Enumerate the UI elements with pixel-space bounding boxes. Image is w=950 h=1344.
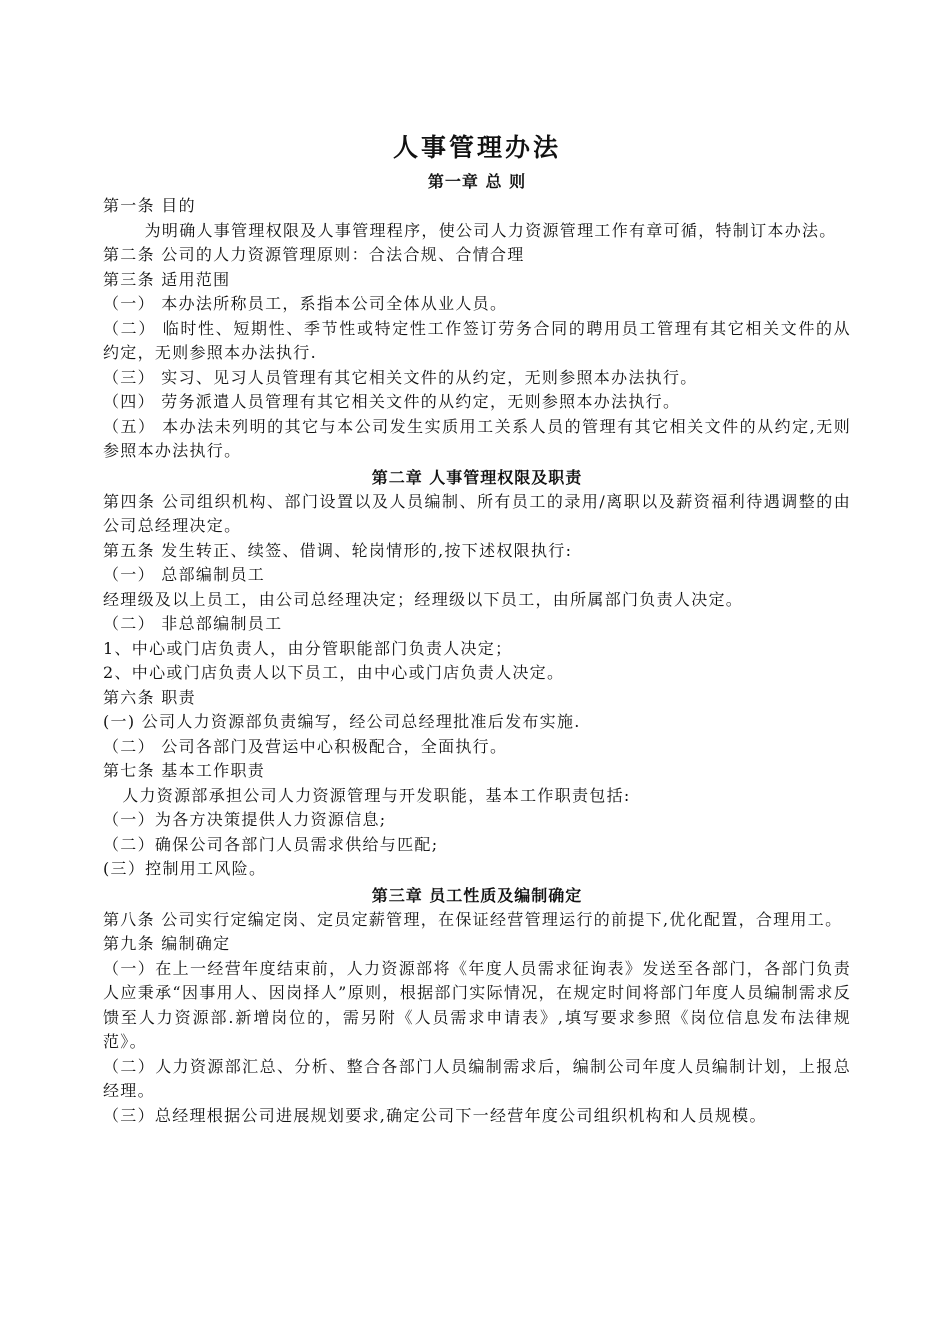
article-text: 第四条 公司组织机构、部门设置以及人员编制、所有员工的录用/离职以及薪资福利待遇调整的由公司总经理决定。 xyxy=(103,491,851,535)
article-heading: 第一条 目的 xyxy=(103,196,196,215)
clause-text: 经理级及以上员工，由公司总经理决定；经理级以下员工，由所属部门负责人决定。 xyxy=(103,589,744,609)
clause-text: （一）为各方决策提供人力资源信息; xyxy=(103,810,387,829)
clause-text: （三） 实习、见习人员管理有其它相关文件的从约定，无则参照本办法执行。 xyxy=(103,367,698,387)
clause-text: （二） 非总部编制员工 xyxy=(103,614,283,633)
chapter-heading: 第三章 员工性质及编制确定 xyxy=(371,885,583,905)
clause-text: (三）控制用工风险。 xyxy=(103,859,267,878)
article-heading: 第五条 发生转正、续签、借调、轮岗情形的,按下述权限执行: xyxy=(103,540,573,560)
article-heading: 第六条 职责 xyxy=(103,687,196,707)
article-heading: 第三条 适用范围 xyxy=(103,269,231,289)
document-title: 人事管理办法 xyxy=(392,133,561,162)
clause-text: （一） 总部编制员工 xyxy=(103,565,266,584)
article-text: 为明确人事管理权限及人事管理程序，使公司人力资源管理工作有章可循，特制订本办法。 xyxy=(144,220,837,240)
clause-text: （一）在上一经营年度结束前，人力资源部将《年度人员需求征询表》发送至各部门，各部门负责人应秉承“因事用人、因岗择人”原则，根据部门实际情况，在规定时间将部门年度人员编制需求反馈至人力资源部.新增岗位的，需另附《人员需求申请表》,填写要求参照《岗位信息发布法律规范》。 xyxy=(103,958,851,1051)
article-heading: 第二条 公司的人力资源管理原则：合法合规、合情合理 xyxy=(103,245,525,264)
article-text: 第八条 公司实行定编定岗、定员定薪管理，在保证经营管理运行的前提下,优化配置，合理用工。 xyxy=(103,909,843,929)
clause-text: （一） 本办法所称员工，系指本公司全体从业人员。 xyxy=(103,294,508,313)
clause-text: （五） 本办法未列明的其它与本公司发生实质用工关系人员的管理有其它相关文件的从约定,无则参照本办法执行。 xyxy=(103,416,851,460)
chapter-heading: 第二章 人事管理权限及职责 xyxy=(371,467,583,487)
clause-text: （二）人力资源部汇总、分析、整合各部门人员编制需求后，编制公司年度人员编制计划，上报总经理。 xyxy=(103,1056,851,1100)
clause-text: (一) 公司人力资源部负责编写，经公司总经理批准后发布实施. xyxy=(103,712,581,731)
clause-text: （四） 劳务派遣人员管理有其它相关文件的从约定，无则参照本办法执行。 xyxy=(103,392,681,411)
clause-text: （二） 临时性、短期性、季节性或特定性工作签订劳务合同的聘用员工管理有其它相关文件的从约定，无则参照本办法执行. xyxy=(103,318,851,362)
clause-text: 1、中心或门店负责人，由分管职能部门负责人决定； xyxy=(103,638,513,658)
chapter-heading: 第一章 总 则 xyxy=(427,172,527,191)
clause-text: （二）确保公司各部门人员需求供给与匹配; xyxy=(103,834,439,854)
article-text: 人力资源部承担公司人力资源管理与开发职能，基本工作职责包括: xyxy=(122,785,631,805)
article-heading: 第七条 基本工作职责 xyxy=(103,761,266,780)
article-heading: 第九条 编制确定 xyxy=(103,934,231,953)
clause-text: （三）总经理根据公司进展规划要求,确定公司下一经营年度公司组织机构和人员规模。 xyxy=(103,1105,767,1125)
clause-text: 2、中心或门店负责人以下员工，由中心或门店负责人决定。 xyxy=(103,663,565,682)
document-page xyxy=(103,128,851,1128)
clause-text: （二） 公司各部门及营运中心积极配合，全面执行。 xyxy=(103,736,508,756)
